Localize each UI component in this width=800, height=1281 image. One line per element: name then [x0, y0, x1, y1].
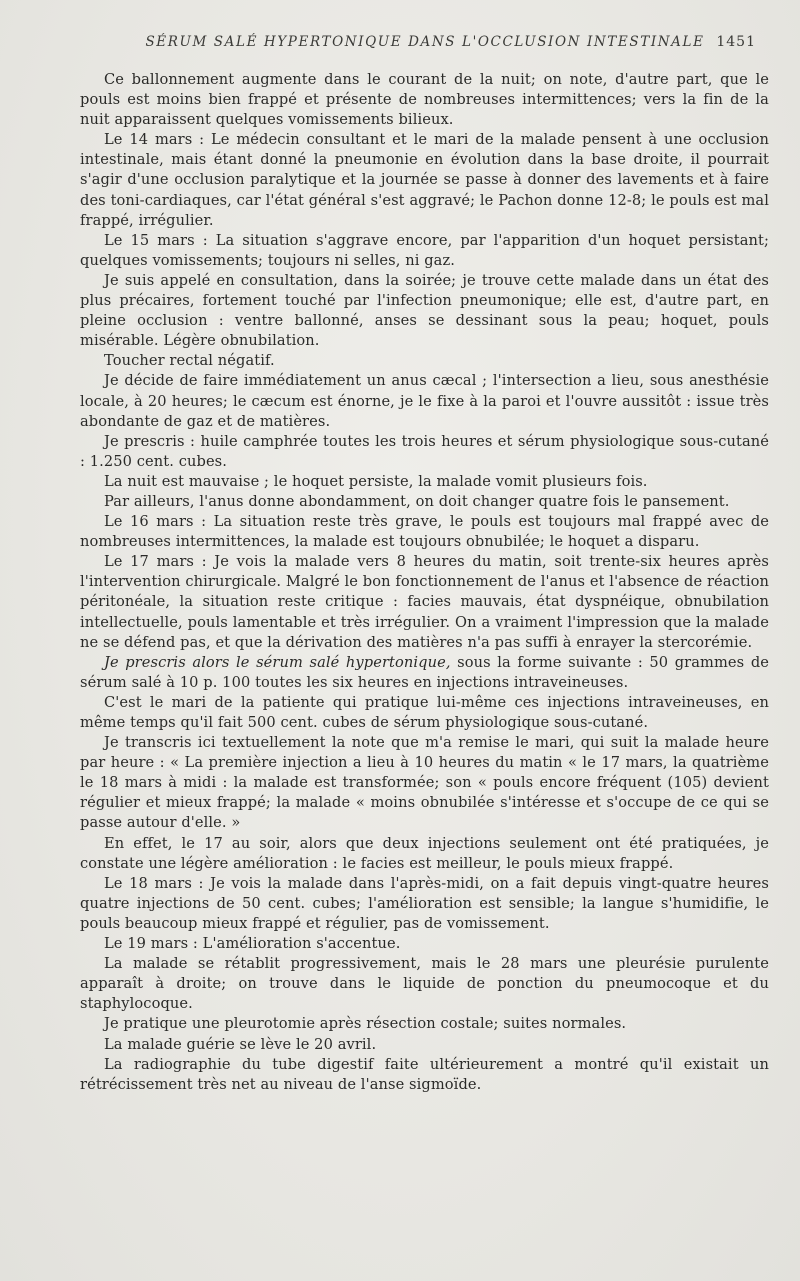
- paragraph: Par ailleurs, l'anus donne abondamment, on doit changer quatre fois le pansement.: [104, 492, 730, 510]
- paragraph: C'est le mari de la patiente qui pratique lui-même ces injections intraveineuses, en même temps qu'il fait 500 cent. cubes de sérum physiologique sous-cutané.: [80, 693, 769, 731]
- paragraph: La nuit est mauvaise ; le hoquet persiste, la malade vomit plusieurs fois.: [104, 472, 648, 490]
- paragraph: Le 15 mars : La situation s'aggrave encore, par l'apparition d'un hoquet persistant; quelques vomissements; toujours ni selles, ni gaz.: [80, 231, 769, 269]
- prescription-paragraph: [80, 653, 769, 693]
- paragraph: En effet, le 17 au soir, alors que deux injections seulement ont été pratiquées, je constate une légère amélioration : le facies est meilleur, le pouls mieux frappé.: [80, 834, 769, 872]
- paragraph: Je suis appelé en consultation, dans la soirée; je trouve cette malade dans un état des plus précaires, fortement touché par l'infection pneumonique; elle est, d'autre part, en pleine occlusion : ventre ballonné, anses se dessinant sous la peau; hoquet, pouls misérable. Légère obnubilation.: [80, 271, 769, 350]
- body-text: [80, 70, 769, 1095]
- running-head: [80, 34, 770, 54]
- paragraph-rest: sous la forme suivante : 50 grammes de sérum salé à 10 p. 100 toutes les six heures en injections intraveineuses.: [80, 653, 769, 691]
- page-number: 1451: [716, 34, 756, 50]
- paragraph: Le 18 mars : Je vois la malade dans l'après-midi, on a fait depuis vingt-quatre heures quatre injections de 50 cent. cubes; l'amélioration est sensible; la langue s'humidifie, le pouls beaucoup mieux frappé et régulier, pas de vomissement.: [80, 874, 769, 932]
- paragraph: Je décide de faire immédiatement un anus cæcal ; l'intersection a lieu, sous anesthésie locale, à 20 heures; le cæcum est énorne, je le fixe à la paroi et l'ouvre aussitôt : issue très abondante de gaz et de matières.: [80, 372, 769, 430]
- paragraph: Ce ballonnement augmente dans le courant de la nuit; on note, d'autre part, que le pouls est moins bien frappé et présente de nombreuses intermittences; vers la fin de la nuit apparaissent quelques vomissements bilieux.: [80, 71, 769, 129]
- running-title: SÉRUM SALÉ HYPERTONIQUE DANS L'OCCLUSION INTESTINALE: [145, 34, 705, 50]
- italic-lead: Je prescris alors le sérum salé hypertonique,: [104, 653, 451, 671]
- paragraph: Le 16 mars : La situation reste très grave, le pouls est toujours mal frappé avec de nombreuses intermittences, la malade est toujours obnubilée; le hoquet a disparu.: [80, 513, 769, 551]
- paragraph: Le 19 mars : L'amélioration s'accentue.: [104, 935, 401, 953]
- paragraph: La malade guérie se lève le 20 avril.: [104, 1035, 377, 1053]
- paragraph: Le 17 mars : Je vois la malade vers 8 heures du matin, soit trente-six heures après l'intervention chirurgicale. Malgré le bon fonctionnement de l'anus et l'absence de réaction péritonéale, la situation reste critique : facies mauvais, état dyspnéique, obnubilation intellectuelle, pouls lamentable et très irrégulier. On a vraiment l'impression que la malade ne se défend pas, et que la dérivation des matières n'a pas suffi à enrayer la stercorémie.: [80, 553, 769, 651]
- paragraph: Je transcris ici textuellement la note que m'a remise le mari, qui suit la malade heure par heure : « La première injection a lieu à 10 heures du matin « le 17 mars, la quatrième le 18 mars à midi : la malade est transformée; son « pouls encore fréquent (105) devient régulier et mieux frappé; la malade « moins obnubilée s'intéresse et s'occupe de ce qui se passe autour d'elle. »: [80, 734, 769, 832]
- paragraph: Toucher rectal négatif.: [104, 352, 275, 370]
- paragraph: Je pratique une pleurotomie après résection costale; suites normales.: [104, 1015, 627, 1033]
- paragraph: La malade se rétablit progressivement, mais le 28 mars une pleurésie purulente apparaît à droite; on trouve dans le liquide de ponction du pneumocoque et du staphylocoque.: [80, 955, 769, 1013]
- paragraph: Le 14 mars : Le médecin consultant et le mari de la malade pensent à une occlusion intestinale, mais étant donné la pneumonie en évolution dans la base droite, il pourrait s'agir d'une occlusion paralytique et la journée se passe à donner des lavements et à faire des toni-cardiaques, car l'état général s'est aggravé; le Pachon donne 12-8; le pouls est mal frappé, irrégulier.: [80, 131, 769, 229]
- paragraph: Je prescris : huile camphrée toutes les trois heures et sérum physiologique sous-cutané : 1.250 cent. cubes.: [80, 432, 769, 470]
- paragraph: La radiographie du tube digestif faite ultérieurement a montré qu'il existait un rétrécissement très net au niveau de l'anse sigmoïde.: [80, 1055, 769, 1093]
